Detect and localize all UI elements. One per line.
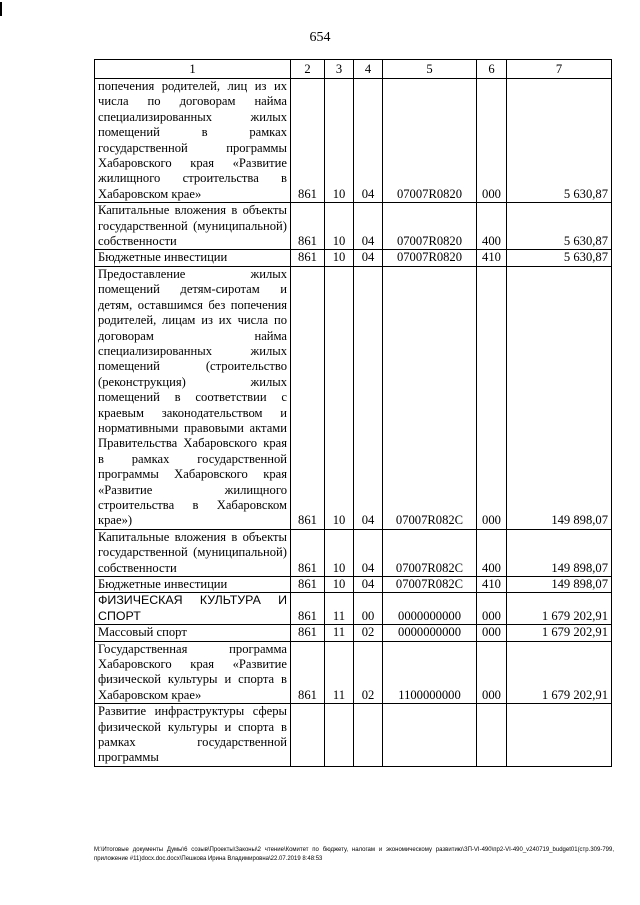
- cell-amount: 1 679 202,91: [507, 625, 612, 641]
- cell-expense-type: 000: [477, 641, 507, 704]
- cell-name: Развитие инфраструктуры сферы физической культуры и спорта в рамках государственной программы: [95, 704, 291, 767]
- col-header-2: 2: [291, 60, 325, 79]
- cell-name: Капитальные вложения в объекты государственной (муниципальной) собственности: [95, 529, 291, 576]
- cell-section: 10: [325, 266, 354, 529]
- cell-ministry-code: 861: [291, 529, 325, 576]
- cell-ministry-code: 861: [291, 203, 325, 250]
- cell-amount: 149 898,07: [507, 529, 612, 576]
- col-header-1: 1: [95, 60, 291, 79]
- col-header-3: 3: [325, 60, 354, 79]
- budget-table: [94, 59, 612, 767]
- cell-amount: 149 898,07: [507, 577, 612, 593]
- cell-target-article: 07007R082С: [383, 577, 477, 593]
- cell-target-article: 0000000000: [383, 625, 477, 641]
- table-header-row: [95, 60, 612, 79]
- table-row: [95, 577, 612, 593]
- cell-subsection: [354, 704, 383, 767]
- cell-subsection: 02: [354, 641, 383, 704]
- cell-expense-type: 400: [477, 203, 507, 250]
- table-row: [95, 593, 612, 625]
- cell-target-article: 1100000000: [383, 641, 477, 704]
- cell-section: 11: [325, 625, 354, 641]
- col-header-6: 6: [477, 60, 507, 79]
- cell-subsection: 04: [354, 529, 383, 576]
- cell-name: попечения родителей, лиц из их числа по договорам найма специализированных жилых помещений в рамках государственной программы Хабаровского края «Развитие жилищного строительства в Хабаровском крае»: [95, 79, 291, 203]
- cell-ministry-code: 861: [291, 250, 325, 266]
- cell-subsection: 04: [354, 250, 383, 266]
- cell-expense-type: 000: [477, 625, 507, 641]
- cell-target-article: 07007R0820: [383, 250, 477, 266]
- cell-name: Массовый спорт: [95, 625, 291, 641]
- cell-section: [325, 704, 354, 767]
- cell-subsection: 04: [354, 203, 383, 250]
- cell-amount: [507, 704, 612, 767]
- page-edge-mark: [0, 2, 5, 16]
- cell-ministry-code: 861: [291, 266, 325, 529]
- cell-subsection: 04: [354, 577, 383, 593]
- table-row: [95, 529, 612, 576]
- cell-target-article: 07007R082С: [383, 266, 477, 529]
- cell-expense-type: 000: [477, 79, 507, 203]
- cell-name: Капитальные вложения в объекты государственной (муниципальной) собственности: [95, 203, 291, 250]
- table-row: [95, 79, 612, 203]
- cell-target-article: 0000000000: [383, 593, 477, 625]
- cell-ministry-code: 861: [291, 577, 325, 593]
- cell-target-article: 07007R0820: [383, 79, 477, 203]
- cell-subsection: 04: [354, 79, 383, 203]
- page-number: 654: [309, 30, 331, 45]
- cell-amount: 5 630,87: [507, 79, 612, 203]
- cell-section: 10: [325, 203, 354, 250]
- cell-name: Государственная программа Хабаровского края «Развитие физической культуры и спорта в Хабаровском крае»: [95, 641, 291, 704]
- document-path-footer: М:\Итоговые документы Думы\6 созыв\Проекты\Законы\2 чтение\Комитет по бюджету, налогам и экономическому развитию\ЗП-VI-490\пр2-VI-490_v240719_budget01(стр.309-799, приложение #11)docx.doc.docx\Пешкова Ирина Владимировна\22.07.2019 8:48:53: [94, 847, 614, 862]
- cell-target-article: 07007R082С: [383, 529, 477, 576]
- cell-expense-type: 410: [477, 577, 507, 593]
- cell-section: 10: [325, 79, 354, 203]
- cell-name: ФИЗИЧЕСКАЯ КУЛЬТУРА И СПОРТ: [95, 593, 291, 625]
- cell-ministry-code: [291, 704, 325, 767]
- table-row: [95, 704, 612, 767]
- cell-subsection: 02: [354, 625, 383, 641]
- cell-amount: 5 630,87: [507, 203, 612, 250]
- table-row: [95, 266, 612, 529]
- cell-amount: 1 679 202,91: [507, 593, 612, 625]
- cell-amount: 5 630,87: [507, 250, 612, 266]
- col-header-7: 7: [507, 60, 612, 79]
- cell-expense-type: [477, 704, 507, 767]
- table-row: [95, 203, 612, 250]
- cell-ministry-code: 861: [291, 593, 325, 625]
- cell-section: 11: [325, 641, 354, 704]
- cell-amount: 1 679 202,91: [507, 641, 612, 704]
- cell-name: Предоставление жилых помещений детям-сиротам и детям, оставшимся без попечения родителей, лицам из их числа по договорам найма специализированных жилых помещений (строительство (реконструкция) жилых помещений в соответствии с краевым законодательством и нормативными правовыми актами Правительства Хабаровского края в рамках государственной программы Хабаровского края «Развитие жилищного строительства в Хабаровском крае»): [95, 266, 291, 529]
- cell-expense-type: 000: [477, 266, 507, 529]
- cell-name: Бюджетные инвестиции: [95, 250, 291, 266]
- cell-ministry-code: 861: [291, 641, 325, 704]
- cell-expense-type: 410: [477, 250, 507, 266]
- table-body: [95, 79, 612, 767]
- col-header-4: 4: [354, 60, 383, 79]
- cell-section: 10: [325, 529, 354, 576]
- cell-expense-type: 400: [477, 529, 507, 576]
- table-row: [95, 250, 612, 266]
- cell-target-article: [383, 704, 477, 767]
- cell-subsection: 04: [354, 266, 383, 529]
- table-row: [95, 625, 612, 641]
- cell-amount: 149 898,07: [507, 266, 612, 529]
- cell-section: 11: [325, 593, 354, 625]
- cell-section: 10: [325, 250, 354, 266]
- cell-ministry-code: 861: [291, 79, 325, 203]
- cell-section: 10: [325, 577, 354, 593]
- cell-name: Бюджетные инвестиции: [95, 577, 291, 593]
- table-row: [95, 641, 612, 704]
- cell-target-article: 07007R0820: [383, 203, 477, 250]
- cell-expense-type: 000: [477, 593, 507, 625]
- cell-ministry-code: 861: [291, 625, 325, 641]
- col-header-5: 5: [383, 60, 477, 79]
- cell-subsection: 00: [354, 593, 383, 625]
